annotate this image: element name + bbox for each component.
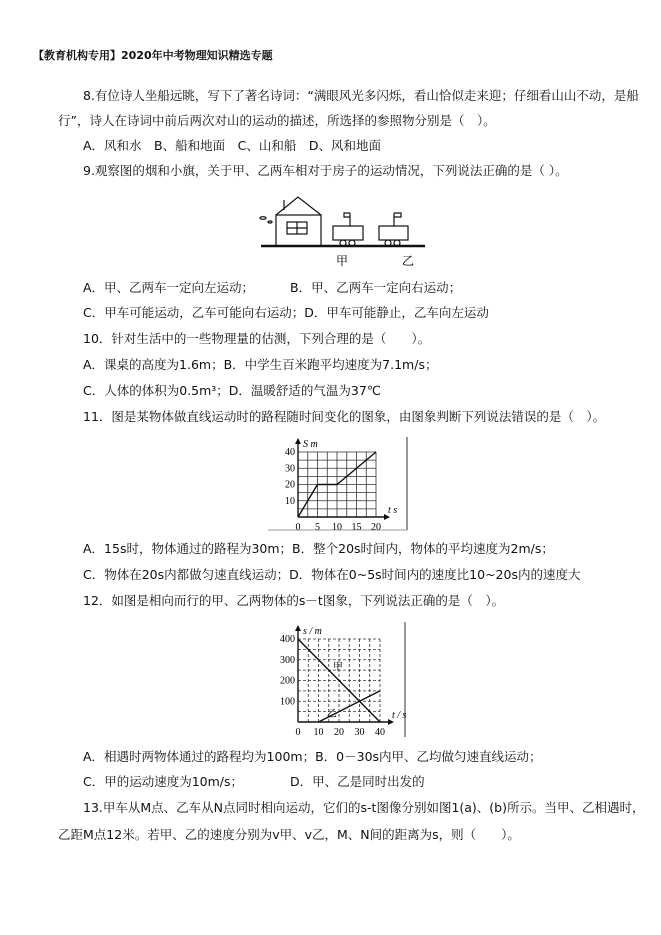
- x-tick-label: 10: [332, 522, 342, 533]
- x-tick-label: 0: [295, 522, 301, 533]
- q9-option-a: A．甲、乙两车一定向左运动；: [83, 280, 255, 295]
- y-axis-arrow: [295, 625, 301, 631]
- y-tick-label: 30: [285, 463, 295, 475]
- q10-options-cd: C．人体的体积为0.5m³；D．温暖舒适的气温为37℃: [83, 383, 381, 398]
- q8-stem-line2: 行”，诗人在诗词中前后两次对山的运动的描述，所选择的参照物分别是（ ）。: [58, 113, 496, 128]
- q12-options-ab: A．相遇时两物体通过的路程均为100m；B．0－30s内甲、乙均做匀速直线运动；: [83, 749, 542, 764]
- label-yi: 乙: [402, 254, 415, 268]
- q12-stem: 12．如图是相向而行的甲、乙两物体的s－t图象，下列说法正确的是（ ）。: [83, 593, 505, 608]
- x-tick-label: 40: [375, 727, 385, 738]
- q9-option-b: B．甲、乙两车一定向右运动；: [290, 280, 462, 295]
- x-tick-label: 15: [351, 522, 362, 533]
- x-axis-label: t s: [388, 505, 398, 516]
- q9-options-cd: C．甲车可能运动，乙车可能向右运动；D．甲车可能静止，乙车向左运动: [83, 305, 489, 320]
- x-tick-label: 30: [354, 727, 365, 738]
- label-jia: 甲: [336, 254, 349, 268]
- q13-stem-line2: 乙距M点12米。若甲、乙的速度分别为v甲、v乙，M、N间的距离为s，则（ ）。: [58, 827, 520, 842]
- q10-options-ab: A．课桌的高度为1.6m；B．中学生百米跑平均速度为7.1m/s；: [83, 357, 438, 372]
- q11-options-cd: C．物体在20s内都做匀速直线运动；D．物体在0~5s时间内的速度比10~20s内的速度大: [83, 567, 581, 582]
- q10-stem: 10．针对生活中的一些物理量的估测，下列合理的是（ ）。: [83, 331, 431, 346]
- y-axis-label: S m: [303, 439, 318, 450]
- x-tick-label: 10: [313, 727, 324, 738]
- series-label-yi: 乙: [326, 708, 337, 720]
- y-tick-label: 300: [280, 654, 295, 666]
- q9-stem: 9.观察图的烟和小旗，关于甲、乙两车相对于房子的运动情况，下列说法正确的是（ ）。: [83, 163, 568, 178]
- y-tick-label: 400: [280, 634, 295, 645]
- x-tick-label: 0: [295, 727, 301, 738]
- y-tick-label: 20: [285, 479, 295, 491]
- q11-options-ab: A．15s时，物体通过的路程为30m；B．整个20s时间内，物体的平均速度为2m/s；: [83, 541, 554, 556]
- x-axis-label: t / s: [392, 710, 407, 721]
- q13-stem-line1: 13.甲车从M点、乙车从N点同时相向运动，它们的s-t图像分别如图1(a)、(b)所示。当甲、乙相遇时，: [83, 800, 645, 815]
- q12-option-d: D．甲、乙是同时出发的: [290, 774, 425, 789]
- x-tick-label: 20: [371, 522, 381, 533]
- y-tick-label: 10: [285, 495, 295, 507]
- y-tick-label: 40: [285, 447, 295, 458]
- q11-stem: 11．图是某物体做直线运动时的路程随时间变化的图象，由图象判断下列说法错误的是（ ）。: [83, 409, 606, 424]
- series-label-jia: 甲: [332, 662, 343, 674]
- y-tick-label: 200: [280, 675, 295, 687]
- y-tick-label: 100: [280, 696, 295, 708]
- q8-options: A．风和水 B、船和地面 C、山和船 D、风和地面: [83, 138, 381, 153]
- x-tick-label: 20: [334, 727, 344, 738]
- page-header: 【教育机构专用】2020年中考物理知识精选专题: [33, 49, 273, 62]
- x-tick-label: 5: [315, 522, 320, 533]
- y-axis-label: s / m: [303, 626, 322, 637]
- q8-stem-line1: 8.有位诗人坐船远眺，写下了著名诗词：“满眼风光多闪烁，看山恰似走来迎；仔细看山山不动，是船: [83, 88, 639, 103]
- q12-option-c: C．甲的运动速度为10m/s；: [83, 774, 244, 789]
